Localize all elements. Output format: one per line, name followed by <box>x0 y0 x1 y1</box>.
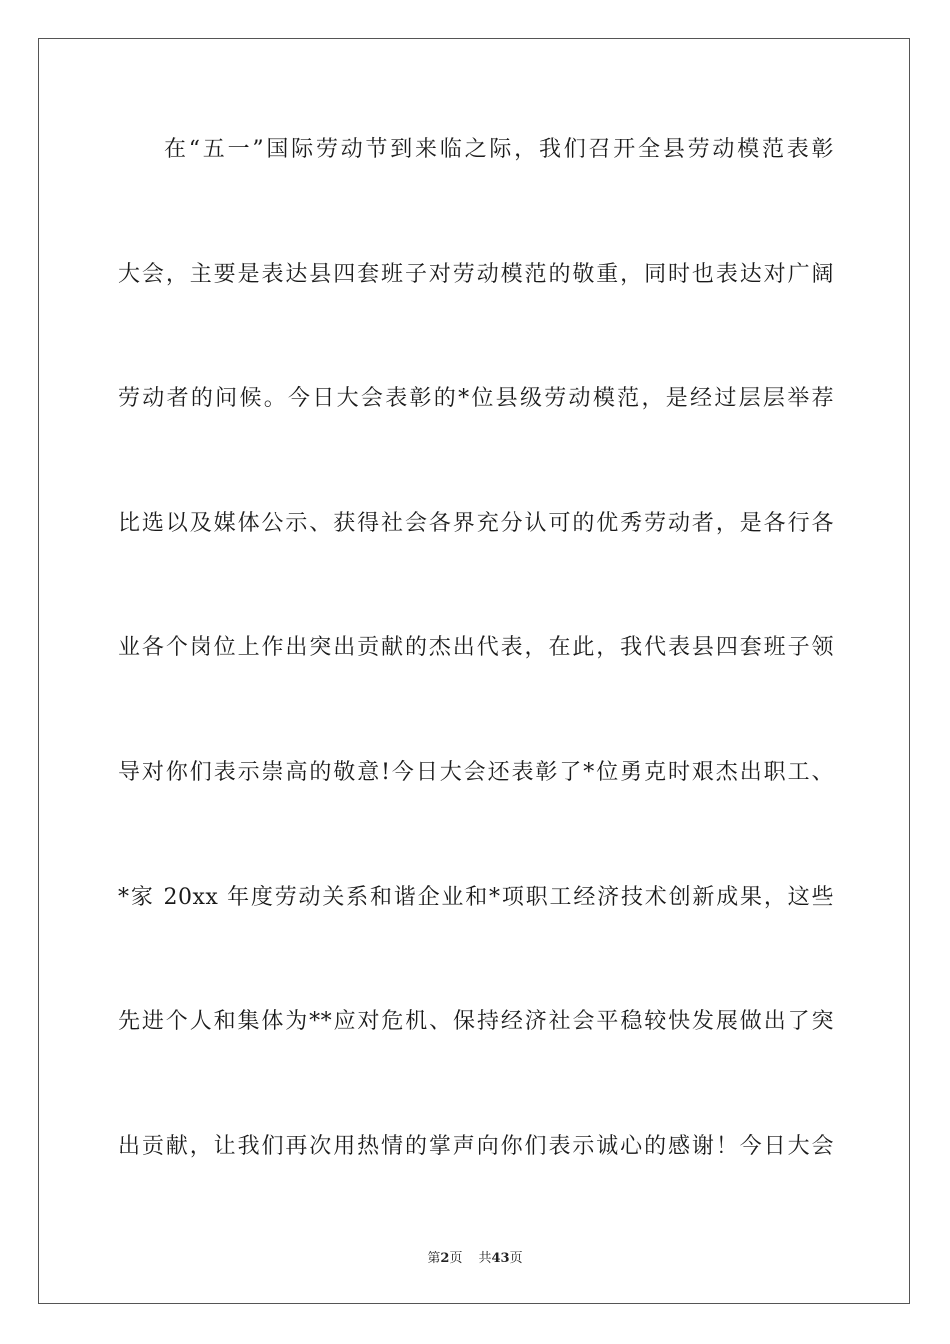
total-pages: 43 <box>491 1251 510 1266</box>
page-suffix: 页 <box>449 1251 463 1266</box>
paragraph-line-1: 在“五一”国际劳动节到来临之际，我们召开全县劳动模范表彰 <box>164 137 834 162</box>
paragraph-line-3: 劳动者的问候。今日大会表彰的*位县级劳动模范，是经过层层举荐 <box>118 386 834 412</box>
page-prefix: 第 <box>427 1251 441 1266</box>
paragraph-line-7: *家 20xx 年度劳动关系和谐企业和*项职工经济技术创新成果，这些 <box>118 884 835 910</box>
paragraph-line-2: 大会，主要是表达县四套班子对劳动模范的敬重，同时也表达对广阔 <box>118 261 834 287</box>
paragraph-line-6: 导对你们表示崇高的敬意!今日大会还表彰了*位勇克时艰杰出职工、 <box>118 759 834 785</box>
paragraph-line-9: 出贡献，让我们再次用热情的掌声向你们表示诚心的感谢！今日大会 <box>118 1133 834 1159</box>
total-prefix: 共 <box>478 1251 492 1266</box>
paragraph-line-8: 先进个人和集体为**应对危机、保持经济社会平稳较快发展做出了突 <box>118 1009 834 1035</box>
page-number: 2 <box>440 1251 450 1266</box>
paragraph-line-4: 比选以及媒体公示、获得社会各界充分认可的优秀劳动者，是各行各 <box>118 510 834 536</box>
page-footer <box>0 1247 950 1266</box>
paragraph-line-5: 业各个岗位上作出突出贡献的杰出代表，在此，我代表县四套班子领 <box>118 635 834 661</box>
document-body <box>118 116 834 1237</box>
total-suffix: 页 <box>509 1251 523 1266</box>
